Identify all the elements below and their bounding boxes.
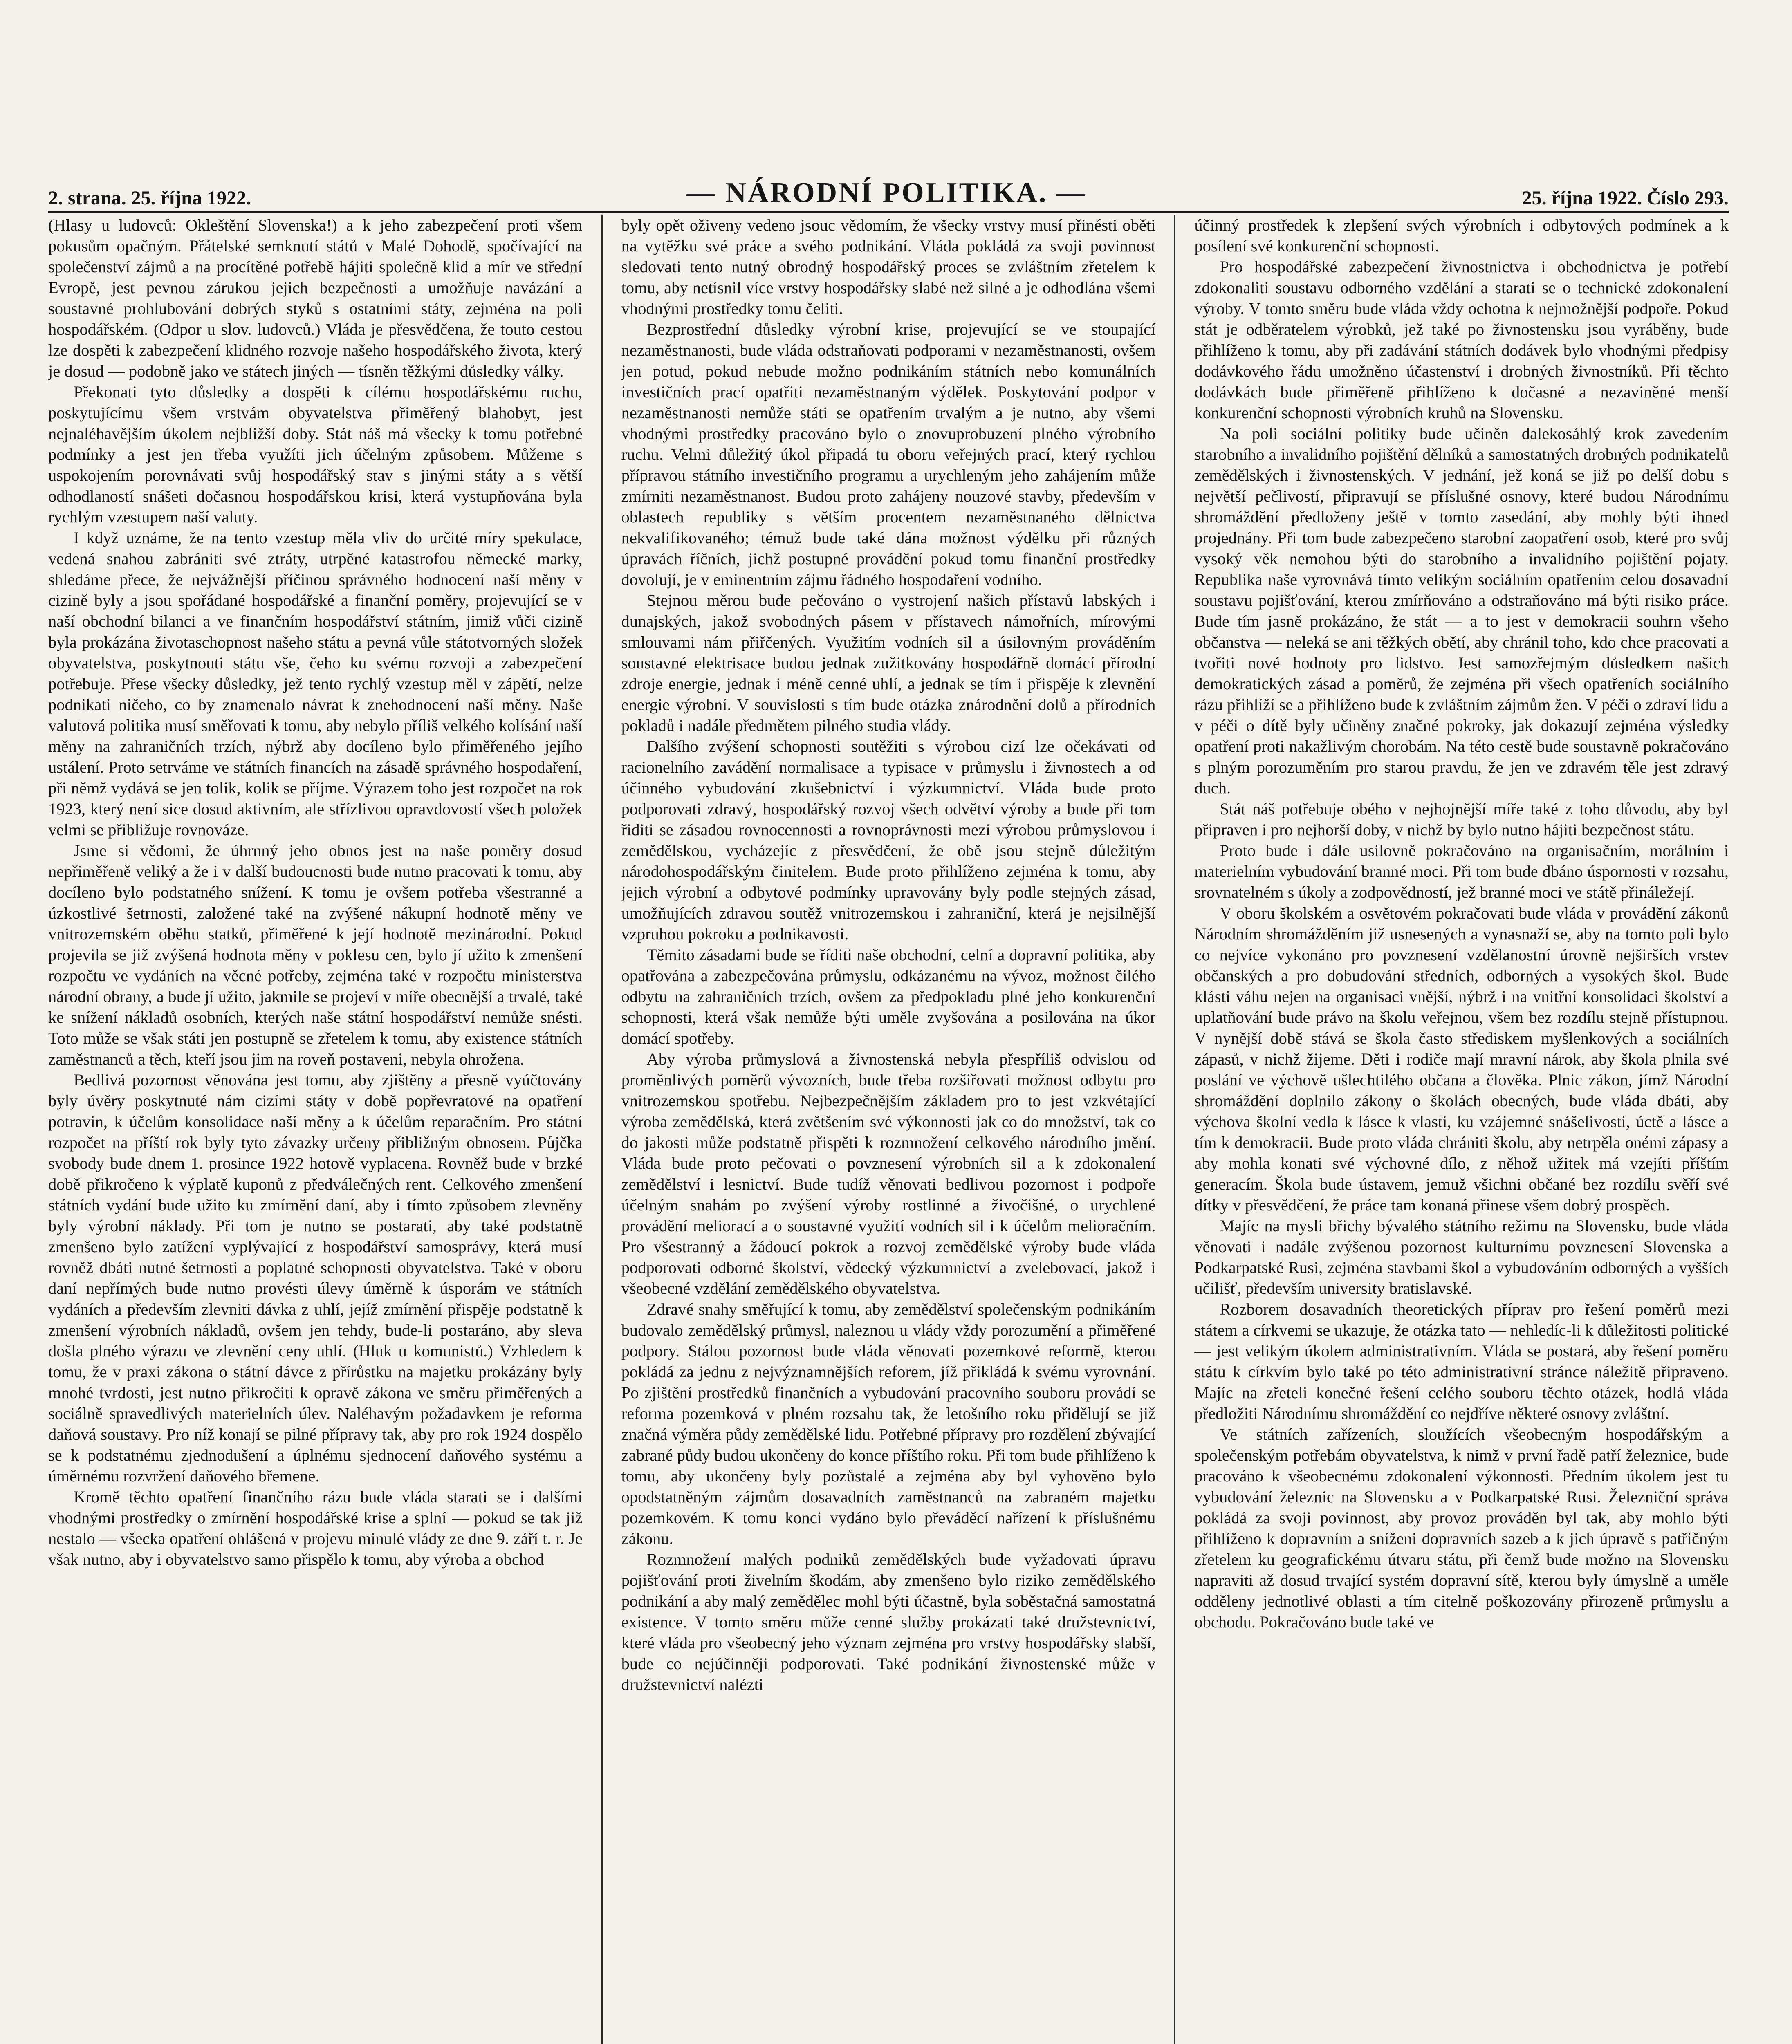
article-columns [48,215,1729,2044]
paragraph: Pro hospodářské zabezpečení živnostnictva i obchodnictva je potřebí zdokonaliti soustavu odborného vzdělání a starati se o technické zdokonalení výroby. V tomto směru bude vláda vždy ochotna k nejmožnější podpoře. Pokud stát je odběratelem výrobků, jež také po živnostensku jsou vyráběny, bude přihlíženo k tomu, aby při zadávání státních dodávek bylo vhodnými předpisy dodávkového řádu umožněno účastenství i drobných živnostníků. Při těchto dodávkách bude přiměřeně přihlíženo k dočasné a nezaviněné menší konkurenční schopnosti výrobních kruhů na Slovensku. [1194,258,1729,422]
paragraph: Proto bude i dále usilovně pokračováno na organisačním, morálním i materielním vybudování branné moci. Při tom bude dbáno úspornosti v rozsahu, srovnatelném s úkoly a zodpovědností, jež branné moci ve státě přináležejí. [1194,841,1729,901]
paragraph: Kromě těchto opatření finančního rázu bude vláda starati se i dalšími vhodnými prostředky o zmírnění hospodářské krise a splní — pokud se tak již nestalo — všecka opatření ohlášená v projevu minulé vlády ze dne 9. září t. r. Je však nutno, aby i obyvatelstvo samo přispělo k tomu, aby výroba a obchod [48,1488,583,1569]
page-header [48,160,1729,209]
column-divider [601,215,603,2044]
paragraph: I když uznáme, že na tento vzestup měla vliv do určité míry spekulace, vedená snahou zabrániti své ztráty, utrpěné katastrofou německé marky, shledáme přece, že nejvážnější příčinou správného hodnocení naší měny v cizině byly a jsou spořádané hospodářské a finanční poměry, projevující se v naší obchodní bilanci a ve finančním hospodářství státním, jimiž vůči cizině byla prokázána životaschopnost našeho státu a pevná vůle státotvorných složek obyvatelstva, poskytnouti státu vše, čeho ku svému rozvoji a zabezpečení potřebuje. Přese všecky důsledky, jež tento rychlý vzestup měl v zápětí, nelze podnikati ničeho, co by znamenalo návrat k znehodnocení naší měny. Naše valutová politika musí směřovati k tomu, aby nebylo příliš velkého kolísání naší měny na zahraničních trzích, nýbrž aby docíleno bylo přiměřeného jejího ustálení. Proto setrváme ve státních financích na zásadě správného hospodaření, při němž vydává se jen tolik, kolik se příjme. Výrazem toho jest rozpočet na rok 1923, který není sice dosud aktivním, ale střízlivou opravdovostí všech položek velmi se přibližuje rovnováze. [48,529,583,839]
paragraph: Dalšího zvýšení schopnosti soutěžiti s výrobou cizí lze očekávati od racionelního zavádění normalisace a typisace v průmyslu i živnostech a od účinného vybudování zkušebnictví i výzkumnictví. Vláda bude proto podporovati zdravý, hospodářský rozvoj všech odvětví výroby a bude při tom řiditi se zásadou rovnocennosti a rovnoprávnosti mezi výrobou průmyslovou i zemědělskou, vycházejíc z přesvědčení, že obě jsou stejně důležitým národohospodářským činitelem. Bude proto přihlíženo zejména k tomu, aby jejich výrobní a odbytové podmínky upravovány byly podle stejných zásad, umožňujících zdravou soutěž vnitrozemskou i zahraniční, která je nejsilnější vzpruhou pokroku a podnikavosti. [621,737,1156,943]
paragraph: Zdravé snahy směřující k tomu, aby zemědělství společenským podnikáním budovalo zemědělský průmysl, naleznou u vlády vždy porozumění a přiměřené podpory. Stálou pozornost bude vláda věnovati pozemkové reformě, kterou pokládá za jednu z nejvýznamnějších reforem, jíž přikládá k svému vyrovnání. Po zjištění prostředků finančních a vybudování pracovního souboru provádí se reforma pozemková v plném rozsahu tak, že letošního roku přidělují se již značná výměra půdy zemědělské lidu. Potřebné přípravy pro rozdělení zbývající zabrané půdy budou ukončeny do konce příštího roku. Při tom bude přihlíženo k tomu, aby ukončeny byly pozůstalé a zejména aby byl vyhověno bylo opodstatněným zájmům dosavadních zaměstnanců na zabraném majetku pozemkovém. K tomu konci vydáno bylo převáděcí nařízení k příslušnému zákonu. [621,1300,1156,1548]
newspaper-title: — NÁRODNÍ POLITIKA. — [686,177,1087,208]
paragraph: Stejnou měrou bude pečováno o vystrojení našich přístavů labských i dunajských, jakož svobodných pásem v přístavech námořních, mírovými smlouvami nám přiřčených. Využitím vodních sil a úsilovným prováděním soustavné elektrisace budou jednak zužitkovány hospodářně domácí přírodní zdroje energie, jednak i méně cenné uhlí, a jednak se tím i přispěje k zlevnění energie výrobní. V souvislosti s tím bude otázka znárodnění dolů a přírodních pokladů i nadále předmětem pilného studia vlády. [621,591,1156,735]
paragraph: Na poli sociální politiky bude učiněn dalekosáhlý krok zavedením starobního a invalidního pojištění dělníků a samostatných drobných podnikatelů zemědělských i živnostenských. V jednání, jež koná se již po delší dobu s největší pečlivostí, připravují se příslušné osnovy, které budou Národnímu shromáždění předloženy ještě v tomto zasedání, aby mohly býti ihned projednány. Při tom bude zabezpečeno starobní zaopatření osob, které pro svůj vysoký věk nemohou býti do starobního a invalidního pojištění pojaty. Republika naše vyrovnává tímto velikým sociálním opatřením celou dosavadní soustavu pojišťování, kterou zmírňováno a odstraňováno má býti risiko práce. Bude tím jasně prokázáno, že stát — a to jest v demokracii souhrn všeho občanstva — neleká se ani těžkých obětí, aby chránil toho, kdo chce pracovati a tvořiti nové hodnoty pro lidstvo. Jest samozřejmým důsledkem našich demokratických zásad a poměrů, že zejména při všech opatřeních sociálního rázu přihlíží se a přihlíženo bude k zvláštním zájmům žen. V péči o zdraví lidu a v péči o dítě byly učiněny značné pokroky, jak dokazují zejména výsledky opatření proti nakažlivým chorobám. Na této cestě bude soustavně pokračováno s plným porozuměním pro starou pravdu, že jen ve zdravém těle jest zdravý duch. [1194,424,1729,797]
paragraph: Rozmnožení malých podniků zemědělských bude vyžadovati úpravu pojišťování proti živelním škodám, aby zmenšeno bylo riziko zemědělského podnikání a aby malý zemědělec mohl býti účastně, byla soběstačná samostatná existence. V tomto směru může cenné služby prokázati také družstevnictví, které vláda pro všeobecný jeho význam zejména pro vrstvy hospodářsky slabší, bude co nejúčinněji podporovati. Také podnikání živnostenské může v družstevnictví nalézti [621,1550,1156,1694]
header-rule [48,211,1729,213]
paragraph: Těmito zásadami bude se říditi naše obchodní, celní a dopravní politika, aby opatřována a zabezpečována průmyslu, odkázanému na vývoz, možnost čilého odbytu na zahraničních trzích, ovšem za předpokladu plné jeho konkurenční schopnosti, která však nemůže býti uměle zvyšována a posilována na úkor domácí spotřeby. [621,946,1156,1047]
paragraph: Bezprostřední důsledky výrobní krise, projevující se ve stoupající nezaměstnanosti, bude vláda odstraňovati podporami v nezaměstnanosti, ovšem jen potud, pokud nebude možno podnikáním státních nebo komunálních investičních prací opatřiti nezaměstnaným výdělek. Poskytování podpor v nezaměstnanosti nemůže státi se opatřením trvalým a je nutno, aby všemi vhodnými prostředky pracováno bylo o znovuprobuzení plného výrobního ruchu. Velmi důležitý úkol připadá tu oboru veřejných prací, který rychlou přípravou státního investičního programu a urychleným jeho zahájením může zmírniti nezaměstnanost. Budou proto zahájeny nouzové stavby, především v oblastech republiky s větším procentem nezaměstnaného dělnictva nekvalifikovaného; témuž bude také dána možnost výdělku při různých úpravách říčních, jichž postupné provádění pokud tomu finanční prostředky dovolují, je v eminentním zájmu řádného hospodaření vodního. [621,320,1156,589]
column-1 [48,215,583,2044]
column-2 [621,215,1156,2044]
paragraph: Jsme si vědomi, že úhrnný jeho obnos jest na naše poměry dosud nepřiměřeně veliký a že i v další budoucnosti bude nutno pracovati k tomu, aby docíleno bylo podstatného snížení. K tomu je ovšem potřeba všestranné a úzkostlivé šetrnosti, založené také na zvýšené nákupní hodnotě měny ve vnitrozemském oběhu statků, přiměřené k její hodnotě mezinárodní. Pokud projevila se již zvýšená hodnota měny v poklesu cen, bylo jí užito k zmenšení rozpočtu ve vydáních na věcné potřeby, zejména také v rozpočtu ministerstva národní obrany, a bude jí užito, jakmile se projeví v míře obecnější a trvalé, také ke snížení nákladů osobních, kterých naše státní hospodářství nemůže snésti. Toto může se však státi jen postupně se zřetelem k tomu, aby existence státních zaměstnanců a těch, kteří jsou jim na roveň postaveni, nebyla ohrožena. [48,841,583,1068]
paragraph: Stát náš potřebuje obého v nejhojnější míře také z toho důvodu, aby byl připraven i pro nejhorší doby, v nichž by bylo nutno hájiti bezpečnost státu. [1194,800,1729,839]
paragraph: Překonati tyto důsledky a dospěti k cílému hospodářskému ruchu, poskytujícímu všem vrstvám obyvatelstva přiměřený blahobyt, jest nejnaléhavějším úkolem nejbližší doby. Stát náš má všecky k tomu potřebné podmínky a jest jen třeba využíti jich účelným způsobem. Můžeme s uspokojením porovnávati svůj hospodářský stav s jinými státy a s větší odhodlaností snášeti dočasnou hospodářskou krisi, která vystupňována byla rychlým vzestupem naší valuty. [48,383,583,526]
paragraph: V oboru školském a osvětovém pokračovati bude vláda v provádění zákonů Národním shromážděním již usnesených a vynasnaží se, aby na tomto poli bylo co nejvíce vykonáno pro povznesení vzdělanostní úrovně nejširších vrstev občanských a pro dobudování středních, odborných a vysokých škol. Bude klásti váhu nejen na organisaci vnější, nýbrž i na vnitřní konsolidaci školství a uplatňování bude právo na školu veřejnou, všem bez rozdílu stejně přístupnou. V nynější době stává se škola často střediskem myšlenkových a sociálních zápasů, v nichž žijeme. Děti i rodiče mají mravní nárok, aby škola plnila své poslání ve výchově ušlechtilého občana a člověka. Plnic zákon, jímž Národní shromáždění doplnilo zákony o školách obecných, bude vláda dbáti, aby výchova školní vedla k lásce k vlasti, ku vzájemné snášelivosti, úctě a lásce a tím k demokracii. Bude proto vláda chrániti školu, aby netrpěla onémi zápasy a aby mohla konati své výchovné dílo, z něhož užitek má vzejíti příštím generacím. Škola bude ústavem, jemuž všichni občané bez rozdílu svěří své dítky v přesvědčení, že práce tam konaná přinese všem dobrý prospěch. [1194,904,1729,1214]
header-right: 25. října 1922. Číslo 293. [1522,187,1729,209]
column-3 [1194,215,1729,2044]
paragraph: Bedlivá pozornost věnována jest tomu, aby zjištěny a přesně vyúčtovány byly úvěry poskytnuté nám cizími státy v době popřevratové na opatření potravin, k účelům konsolidace naší měny a k účelům reparačním. Pro státní rozpočet na příští rok byly tyto závazky určeny přibližným obnosem. Půjčka svobody bude dnem 1. prosince 1922 hotově vyplacena. Rovněž bude v brzké době přikročeno k výplatě kuponů z předválečných rent. Celkového zmenšení státních vydání bude užito ku zmírnění daní, aby i tímto způsobem zlevněny byly výrobní náklady. Při tom je nutno se postarati, aby také podstatně zmenšeno bylo zatížení vyplývající z hospodářství samosprávy, která musí rovněž dbáti nutné šetrnosti a poplatné schopnosti obyvatelstva. Také v oboru daní nepřímých bude nutno provésti úlevy úměrně k úsporám ve státních vydáních a především zlevniti dávka z uhlí, jejíž zmírnění přispěje podstatně k zmenšení výrobních nákladů, ovšem jen tehdy, bude-li postaráno, aby sleva došla plného výrazu ve zlevnění ceny uhlí. (Hluk u komunistů.) Vzhledem k tomu, že v praxi zákona o státní dávce z přírůstku na majetku prokázány byly mnohé tvrdosti, jest nutno přikročiti k opravě zákona ve směru přiměřených a sociálně spravedlivých materielních úlev. Naléhavým požadavkem je reforma daňová soustavy. Pro níž konají se pilné přípravy tak, aby pro rok 1924 dospělo se k podstatnému zjednodušení a úplnému sjednocení daňového systému a úměrnému rozvržení daňového břemene. [48,1071,583,1485]
paragraph: Aby výroba průmyslová a živnostenská nebyla přespříliš odvislou od proměnlivých poměrů vývozních, bude třeba rozšiřovati možnost odbytu pro vnitrozemskou spotřebu. Nejbezpečnějším základem pro to jest vzkvétající výroba zemědělská, která zvětšením své výkonnosti jak co do množství, tak co do jakosti může podstatně přispěti k rozmnožení celkového národního jmění. Vláda bude proto pečovati o povznesení výrobních sil a k zdokonalení zemědělství i lesnictví. Bude tudíž věnovati bedlivou pozornost i podpoře účelným snahám po zvýšení výroby rostlinné a živočišné, o urychlené provádění meliorací a o soustavné využití vodních sil i k účelům melioračním. Pro všestranný a žádoucí pokrok a rozvoj zemědělské výroby bude vláda podporovati odborné školství, vědecký výzkumnictví a zvelebovací, jakož i všeobecné vzdělání zemědělského obyvatelstva. [621,1050,1156,1298]
paragraph: (Hlasy u ludovců: Okleštění Slovenska!) a k jeho zabezpečení proti všem pokusům opačným. Přátelské semknutí států v Malé Dohodě, spočívající na společenství zájmů a na procítěné potřebě hájiti společně klid a mír ve střední Evropě, jest pevnou zárukou jejich bezpečnosti a umožňuje navázání a soustavné prohlubování dobrých styků s ostatními státy, zejména na poli hospodářském. (Odpor u slov. ludovců.) Vláda je přesvědčena, že touto cestou lze dospěti k zabezpečení klidného rozvoje našeho hospodářského života, který je dosud — podobně jako ve státech jiných — tísněn těžkými důsledky války. [48,216,583,380]
paragraph: Ve státních zařízeních, sloužících všeobecným hospodářským a společenským potřebám obyvatelstva, k nimž v první řadě patří železnice, bude pracováno k všeobecnému zdokonalení výkonnosti. Předním úkolem jest tu vybudování železnic na Slovensku a v Podkarpatské Rusi. Železniční správa pokládá za svoji povinnost, aby provoz prováděn byl tak, aby mohlo býti přihlíženo k dopravním a sníženi dopravních sazeb a k jich úpravě s patřičným zřetelem ku geografickému útvaru státu, při čemž bude možno na Slovensku napraviti až dosud trvající systém dopravní sítě, kterou byly úmyslně a uměle odděleny jednotlivé oblasti a tím citelně poškozovány přirozeně průmyslu a obchodu. Pokračováno bude také ve [1194,1425,1729,1631]
column-divider [1174,215,1175,2044]
paragraph: účinný prostředek k zlepšení svých výrobních i odbytových podmínek a k posílení své konkurenční schopnosti. [1194,216,1729,255]
paragraph: Majíc na mysli břichy bývalého státního režimu na Slovensku, bude vláda věnovati i nadále zvýšenou pozornost kulturnímu povznesení Slovenska a Podkarpatské Rusi, zejména stavbami škol a vybudováním odborných a vyšších učilišť, především university bratislavské. [1194,1217,1729,1298]
header-left: 2. strana. 25. října 1922. [48,187,251,209]
paragraph: byly opět oživeny vedeno jsouc vědomím, že všecky vrstvy musí přinésti oběti na vytěžku své práce a svého podnikání. Vláda pokládá za svoji povinnost sledovati tento nutný obrodný hospodářský proces se zvláštním zřetelem k tomu, aby netísnil více vrstvy hospodářsky slabé než silné a je odhodlána všemi vhodnými prostředky tomu čeliti. [621,216,1156,318]
paragraph: Rozborem dosavadních theoretických příprav pro řešení poměrů mezi státem a církvemi se ukazuje, že otázka tato — nehledíc-li k důležitosti politické — jest velikým úkolem administrativním. Vláda se postará, aby řešení poměru státu k církvím bylo také po této administrativní stránce náležitě připraveno. Majíc na zřeteli konečné řešení celého souboru těchto otázek, hodlá vláda předložiti Národnímu shromáždění co nejdříve některé osnovy zvláštní. [1194,1300,1729,1423]
